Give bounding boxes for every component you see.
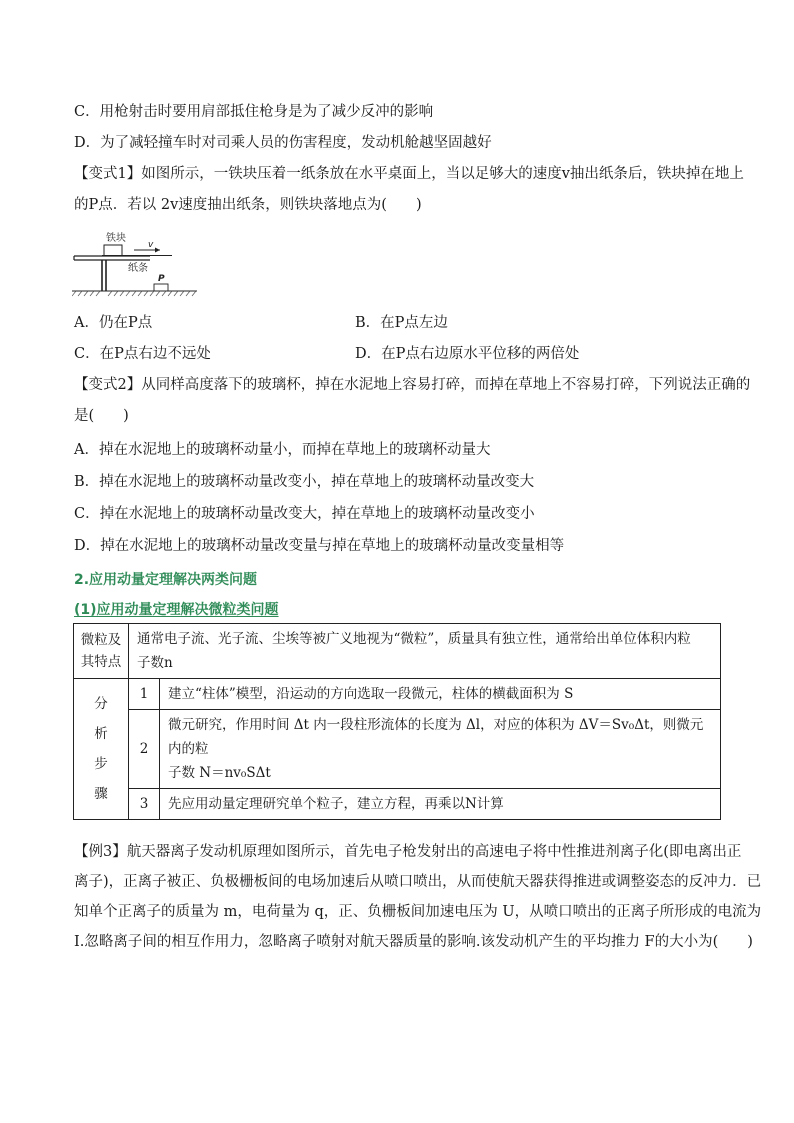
table-steps-label: 分 析 步 骤 <box>74 679 129 820</box>
option-d-top: D．为了减轻撞车时对司乘人员的伤害程度，发动机舱越坚固越好 <box>74 135 492 151</box>
variant2-option-a: A．掉在水泥地上的玻璃杯动量小，而掉在草地上的玻璃杯动量大 <box>74 442 491 458</box>
table-row <box>74 679 721 710</box>
example3-line1: 【例3】航天器离子发动机原理如图所示，首先电子枪发射出的高速电子将中性推进剂离子化(即电离出正 <box>74 844 742 860</box>
example3-line3: 知单个正离子的质量为 m，电荷量为 q，正、负栅板间加速电压为 U，从喷口喷出的正离子所形成的电流为 <box>74 904 762 920</box>
variant1-option-b: B．在P点左边 <box>355 315 448 331</box>
step-number: 2 <box>129 710 160 789</box>
example3-line2: 离子)，正离子被正、负极栅板间的电场加速后从喷口喷出，从而使航天器获得推进或调整姿态的反冲力．已 <box>74 874 762 890</box>
variant2-option-d: D．掉在水泥地上的玻璃杯动量改变量与掉在草地上的玻璃杯动量改变量相等 <box>74 538 565 554</box>
iron-block-figure <box>72 228 202 300</box>
label-paper-strip: 纸条 <box>128 263 148 274</box>
label-point-p: P <box>158 274 165 284</box>
particle-method-table <box>73 623 721 820</box>
variant1-question-line1: 【变式1】如图所示，一铁块压着一纸条放在水平桌面上，当以足够大的速度v抽出纸条后，铁块掉在地上 <box>74 166 744 182</box>
example3-line4: I.忽略离子间的相互作用力，忽略离子喷射对航天器质量的影响.该发动机产生的平均推力 F的大小为( ) <box>74 934 753 950</box>
label-iron-block: 铁块 <box>106 233 126 244</box>
step-text: 先应用动量定理研究单个粒子，建立方程，再乘以N计算 <box>160 789 721 820</box>
table-row <box>74 710 721 789</box>
variant1-option-c: C．在P点右边不远处 <box>74 346 211 362</box>
variant2-option-b: B．掉在水泥地上的玻璃杯动量改变小，掉在草地上的玻璃杯动量改变大 <box>74 474 535 490</box>
step-number: 1 <box>129 679 160 710</box>
table-row <box>74 624 721 679</box>
table-head-label: 微粒及其特点 <box>74 624 129 679</box>
step-text: 建立“柱体”模型，沿运动的方向选取一段微元，柱体的横截面积为 S <box>160 679 721 710</box>
variant2-question-line2: 是( ) <box>74 408 129 424</box>
section-title: 2.应用动量定理解决两类问题 <box>74 572 258 588</box>
table-head-text: 通常电子流、光子流、尘埃等被广义地视为“微粒”，质量具有独立性，通常给出单位体积内粒 子数n <box>129 624 721 679</box>
variant1-question-line2: 的P点．若以 2v速度抽出纸条，则铁块落地点为( ) <box>74 197 422 213</box>
step-text: 微元研究，作用时间 Δt 内一段柱形流体的长度为 Δl，对应的体积为 ΔV＝Sv₀Δt，则微元内的粒 子数 N＝nv₀SΔt <box>160 710 721 789</box>
variant2-question-line1: 【变式2】从同样高度落下的玻璃杯，掉在水泥地上容易打碎，而掉在草地上不容易打碎，下列说法正确的 <box>74 377 751 393</box>
label-velocity: v <box>148 240 154 250</box>
section-subtitle: (1)应用动量定理解决微粒类问题 <box>74 602 279 618</box>
step-number: 3 <box>129 789 160 820</box>
variant1-option-d: D．在P点右边原水平位移的两倍处 <box>355 346 580 362</box>
variant2-option-c: C．掉在水泥地上的玻璃杯动量改变大，掉在草地上的玻璃杯动量改变小 <box>74 506 535 522</box>
table-row <box>74 789 721 820</box>
option-c-top: C．用枪射击时要用肩部抵住枪身是为了减少反冲的影响 <box>74 104 434 120</box>
variant1-option-a: A．仍在P点 <box>74 315 153 331</box>
